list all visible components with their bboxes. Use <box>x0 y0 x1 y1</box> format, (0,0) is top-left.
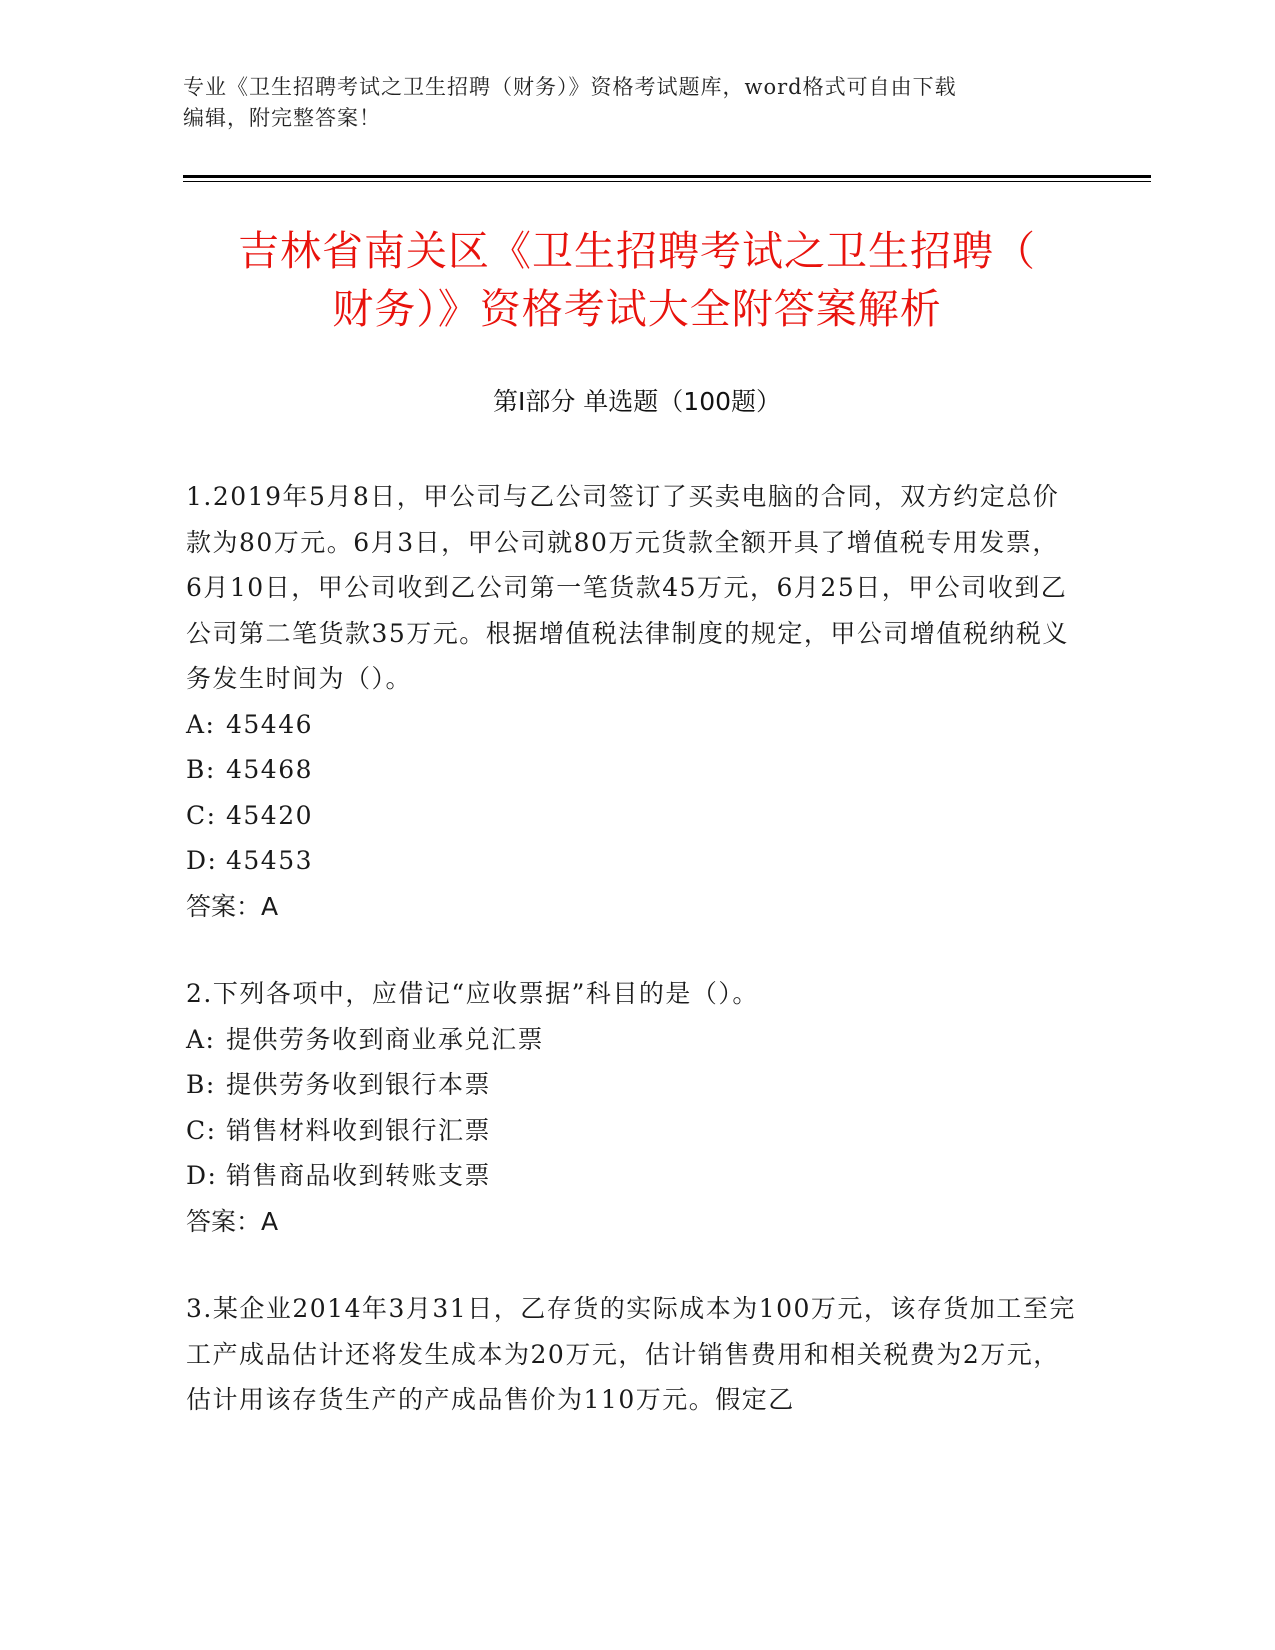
header-note-line-1: 专业《卫生招聘考试之卫生招聘（财务）》资格考试题库，word格式可自由下载 <box>183 75 957 99</box>
option-b <box>186 1062 1076 1108</box>
answer-line: 答案：A <box>186 1206 279 1236</box>
option-d <box>186 1153 1076 1199</box>
option-letter: C: <box>186 1115 217 1145</box>
option-c <box>186 793 1076 839</box>
question-list <box>186 474 1076 1465</box>
option-d <box>186 838 1076 884</box>
option-text: 45453 <box>226 846 314 875</box>
question-stem: 2.下列各项中，应借记“应收票据”科目的是（）。 <box>186 979 759 1008</box>
option-text: 提供劳务收到商业承兑汇票 <box>226 1024 545 1054</box>
document-title <box>183 222 1091 338</box>
option-text: 45420 <box>226 800 314 830</box>
option-letter: D: <box>186 1161 218 1190</box>
option-letter: B: <box>186 1070 216 1099</box>
option-a <box>186 702 1076 748</box>
option-text: 45446 <box>226 709 314 739</box>
option-b <box>186 747 1076 793</box>
option-text: 45468 <box>226 755 314 784</box>
header-divider-thin <box>183 181 1151 182</box>
document-title-line-1: 吉林省南关区《卫生招聘考试之卫生招聘（ <box>238 227 1036 275</box>
section-heading: 第I部分 单选题（100题） <box>492 387 782 416</box>
question-stem: 3.某企业2014年3月31日，乙存货的实际成本为100万元，该存货加工至完工产成品估计还将发生成本为20万元，估计销售费用和相关税费为2万元，估计用该存货生产的产成品售价为110万元。假定乙 <box>186 1294 1076 1414</box>
question-stem: 1.2019年5月8日，甲公司与乙公司签订了买卖电脑的合同，双方约定总价款为80万元。6月3日，甲公司就80万元货款全额开具了增值税专用发票，6月10日，甲公司收到乙公司第一笔货款45万元，6月25日，甲公司收到乙公司第二笔货款35万元。根据增值税法律制度的规定，甲公司增值税纳税义务发生时间为（）。 <box>186 482 1069 693</box>
option-letter: A: <box>186 1024 216 1054</box>
option-letter: B: <box>186 755 216 784</box>
question-1 <box>186 474 1076 929</box>
question-3 <box>186 1286 1076 1423</box>
option-text: 销售商品收到转账支票 <box>226 1161 492 1190</box>
header-note <box>183 72 1063 134</box>
option-letter: A: <box>186 709 216 739</box>
header-note-line-2: 编辑，附完整答案！ <box>183 106 381 130</box>
option-text: 提供劳务收到银行本票 <box>226 1070 492 1099</box>
question-2 <box>186 971 1076 1244</box>
document-title-line-2: 财务）》资格考试大全附答案解析 <box>332 285 942 333</box>
option-letter: C: <box>186 800 217 830</box>
answer-line: 答案：A <box>186 891 279 921</box>
option-text: 销售材料收到银行汇票 <box>226 1115 492 1145</box>
header-divider-thick <box>183 175 1151 178</box>
option-c <box>186 1108 1076 1154</box>
option-a <box>186 1017 1076 1063</box>
option-letter: D: <box>186 846 218 875</box>
